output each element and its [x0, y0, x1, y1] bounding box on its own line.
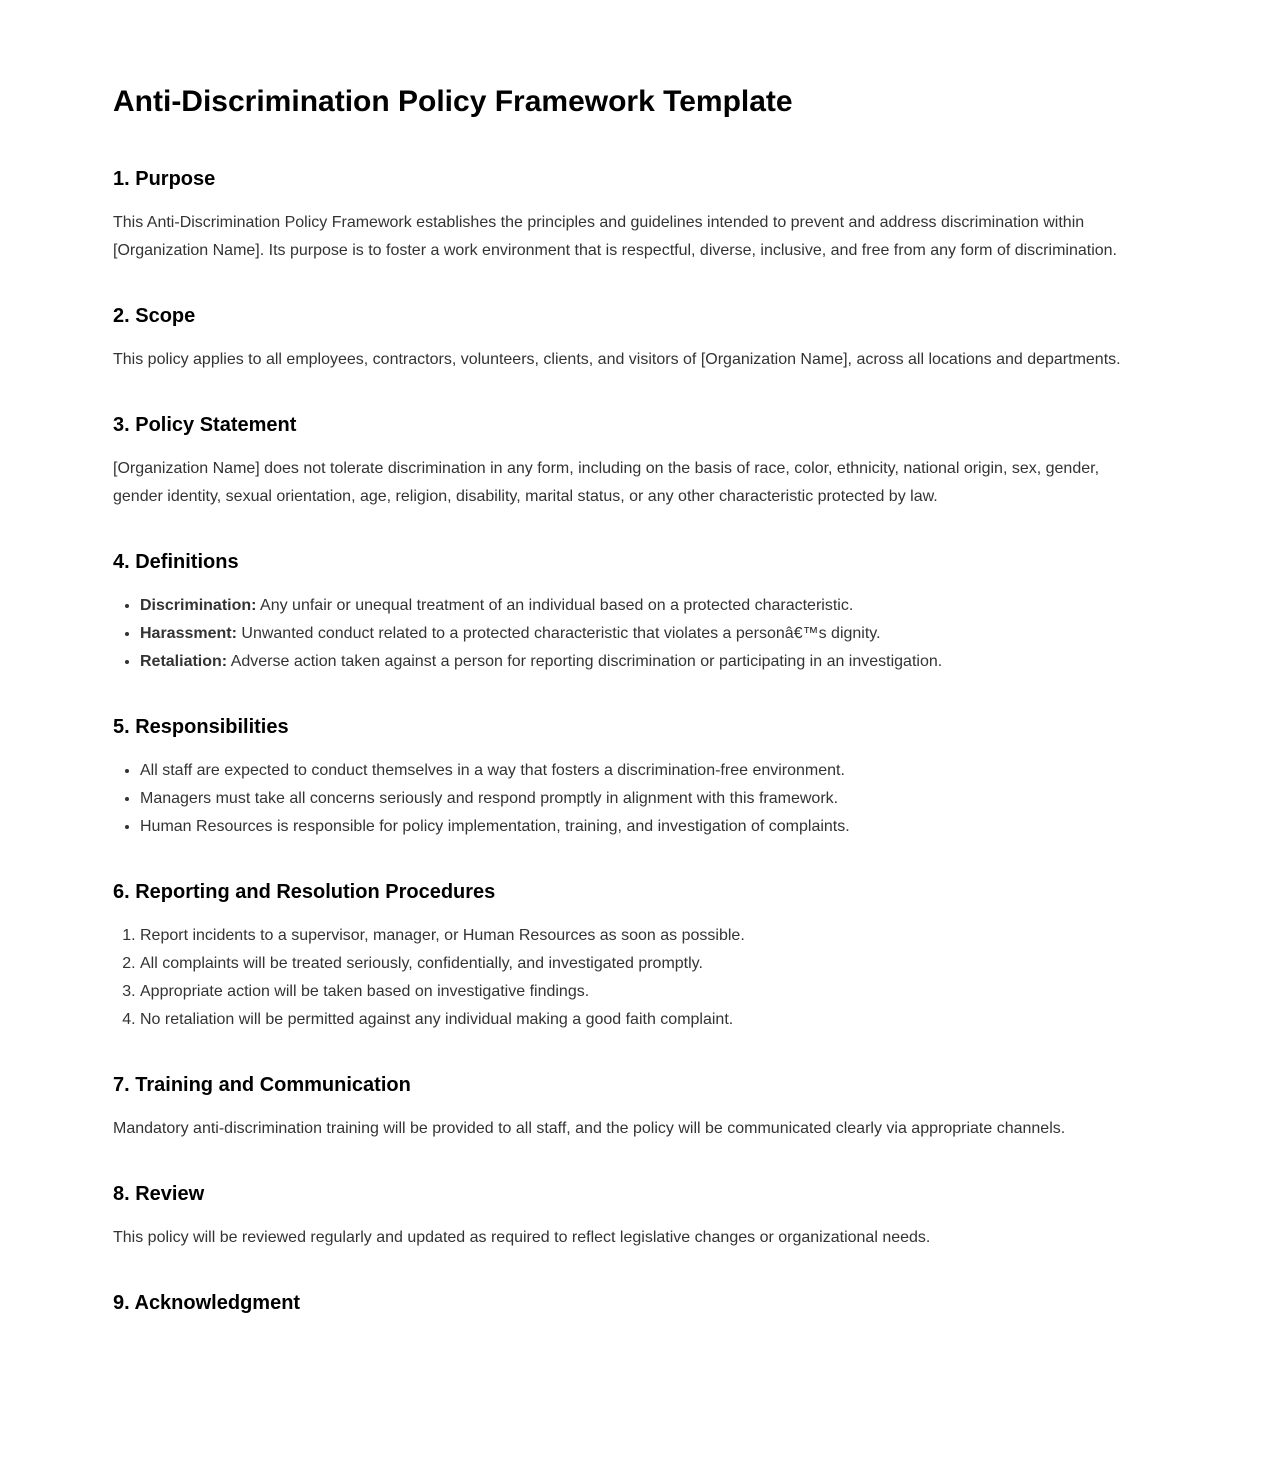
- definition-term: Discrimination:: [140, 597, 257, 614]
- section-heading-purpose: 1. Purpose: [113, 168, 216, 190]
- section-review: [113, 1181, 1150, 1252]
- list-item: • Human Resources is responsible for policy implementation, training, and investigation of complaints.: [140, 813, 1150, 841]
- section-paragraph-review: This policy will be reviewed regularly and updated as required to reflect legislative changes or organizational needs.: [113, 1229, 931, 1246]
- definition-text: Adverse action taken against a person for reporting discrimination or participating in an investigation.: [227, 653, 943, 670]
- definition-item: [140, 592, 1150, 620]
- section-heading-responsibilities: 5. Responsibilities: [113, 716, 289, 738]
- section-training-communication: [113, 1072, 1150, 1143]
- list-item: 4. No retaliation will be permitted against any individual making a good faith complaint.: [140, 1006, 1150, 1034]
- section-heading-acknowledgment: 9. Acknowledgment: [113, 1292, 301, 1313]
- section-paragraph-training-communication: Mandatory anti-discrimination training will be provided to all staff, and the policy will be communicated clearly via appropriate channels.: [113, 1120, 1066, 1137]
- definitions-list: [113, 592, 1150, 676]
- list-item: 2. All complaints will be treated seriously, confidentially, and investigated promptly.: [140, 950, 1150, 978]
- section-heading-training-communication: 7. Training and Communication: [113, 1074, 411, 1096]
- definition-text: Any unfair or unequal treatment of an individual based on a protected characteristic.: [256, 597, 854, 614]
- section-heading-scope: 2. Scope: [113, 305, 196, 327]
- section-purpose: [113, 166, 1150, 265]
- list-item: 1. Report incidents to a supervisor, manager, or Human Resources as soon as possible.: [140, 922, 1150, 950]
- definition-item: [140, 620, 1150, 648]
- section-paragraph-scope: This policy applies to all employees, contractors, volunteers, clients, and visitors of [Organization Name], across all locations and departments.: [113, 351, 1121, 368]
- definition-item: [140, 648, 1150, 676]
- list-item: • All staff are expected to conduct themselves in a way that fosters a discrimination-free environment.: [140, 757, 1150, 785]
- document-title: Anti-Discrimination Policy Framework Template: [113, 85, 793, 118]
- section-responsibilities: [113, 714, 1150, 841]
- list-item: 3. Appropriate action will be taken based on investigative findings.: [140, 978, 1150, 1006]
- section-heading-policy-statement: 3. Policy Statement: [113, 414, 297, 436]
- section-scope: [113, 303, 1150, 374]
- responsibilities-list: [113, 757, 1150, 841]
- definition-term: Retaliation:: [140, 653, 228, 670]
- section-acknowledgment: [113, 1290, 1150, 1313]
- list-item: • Managers must take all concerns seriously and respond promptly in alignment with this framework.: [140, 785, 1150, 813]
- definition-text: Unwanted conduct related to a protected characteristic that violates a personâ€™s dignity.: [236, 625, 881, 642]
- reporting-procedures-list: [113, 922, 1150, 1034]
- section-paragraph-policy-statement: [Organization Name] does not tolerate discrimination in any form, including on the basis of race, color, ethnicity, national origin, sex, gender, gender identity, sexual orientation, age, religion, disability, marital status, or any other characteristic protected by law.: [113, 460, 1100, 505]
- section-heading-definitions: 4. Definitions: [113, 551, 239, 573]
- section-policy-statement: [113, 412, 1150, 511]
- section-heading-reporting-procedures: 6. Reporting and Resolution Procedures: [113, 881, 496, 903]
- section-heading-review: 8. Review: [113, 1183, 205, 1205]
- section-definitions: [113, 549, 1150, 676]
- definition-term: Harassment:: [140, 625, 237, 642]
- section-reporting-procedures: [113, 879, 1150, 1034]
- section-paragraph-purpose: This Anti-Discrimination Policy Framework establishes the principles and guidelines intended to prevent and address discrimination within [Organization Name]. Its purpose is to foster a work environment that is respectful, diverse, inclusive, and free from any form of discrimination.: [113, 214, 1117, 259]
- policy-document: [113, 0, 1150, 1313]
